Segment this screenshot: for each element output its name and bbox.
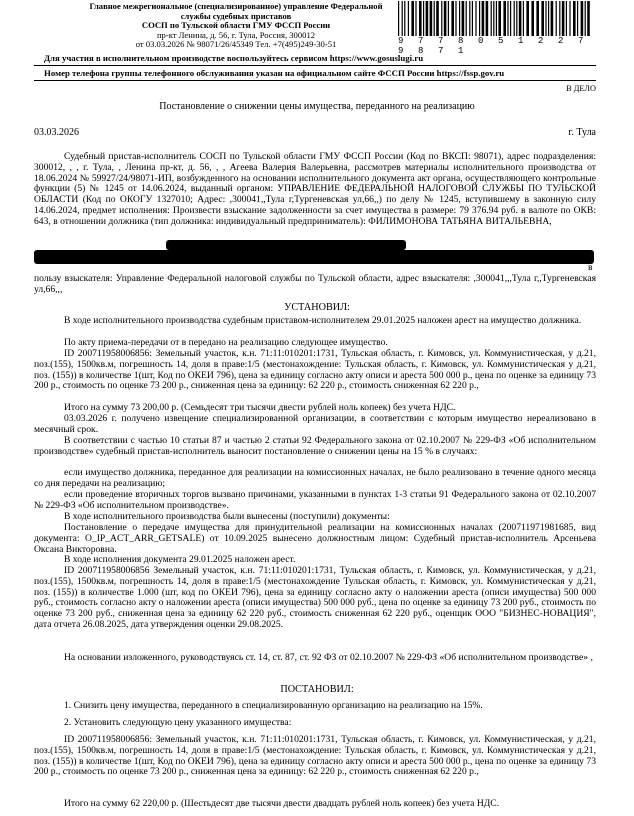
barcode-number: 9 7 7 8 0 5 1 2 2 7 9 8 7 1 xyxy=(398,36,594,56)
barcode-bar xyxy=(545,1,546,39)
barcode-bar xyxy=(581,1,584,39)
barcode-bar xyxy=(541,1,544,39)
barcode-bar xyxy=(404,1,405,39)
findings-paragraph: 03.03.2026 г. получено извещение специализированной организации, в соответствии с которым имущество нереализовано в месячный срок. xyxy=(34,413,596,435)
barcode-bar xyxy=(559,1,560,39)
department-name: СОСП по Тульской области ГМУ ФССП России xyxy=(141,20,331,31)
decision-item: 1. Снизить цену имущества, переданного в специализированную организацию на реализацию на 15%. xyxy=(64,700,483,711)
barcode-bar xyxy=(419,1,422,39)
divider xyxy=(34,80,596,81)
postanovil-heading: ПОСТАНОВИЛ: xyxy=(280,684,354,695)
barcode-bar xyxy=(475,1,476,39)
barcode-bar xyxy=(585,1,586,39)
document-date: 03.03.2026 xyxy=(34,127,79,138)
barcode-bar xyxy=(514,1,515,39)
barcode-bar xyxy=(441,1,442,39)
barcode-bar xyxy=(562,1,565,39)
findings-paragraph: В соответствии с частью 10 статьи 87 и частью 2 статьи 92 Федерального закона от 02.10.2007 № 229-ФЗ «Об исполнительном производстве» судебный пристав-исполнитель выносит постановление о снижении цены на 15 % в случаях: xyxy=(34,435,596,457)
barcode-bar xyxy=(479,1,480,39)
document-city: г. Тула xyxy=(568,127,596,138)
findings-paragraph: В ходе исполнительного производства были вынесены (поступили) документы: xyxy=(64,511,390,522)
legal-basis: На основании изложенного, руководствуясь ст. 14, ст. 87, ст. 92 ФЗ от 02.10.2007 № 229-ФЗ «Об исполнительном производстве» , xyxy=(64,652,593,663)
total-sum: Итого на сумму 62 220,00 р. (Шестьдесят две тысячи двести двадцать рублей ноль копеек) без учета НДС. xyxy=(64,798,500,809)
ustanovil-heading: УСТАНОВИЛ: xyxy=(284,302,350,313)
barcode-bar xyxy=(472,1,473,39)
barcode-bar xyxy=(430,1,433,39)
barcode-bar xyxy=(398,1,399,39)
gosuslugi-notice: Для участия в исполнительном производстве воспользуйтесь сервисом https://www.gosuslugi.ru xyxy=(44,53,424,63)
property-item: ID 200711958006856 Земельный участок, к.н. 71:11:010201:1731, Тульская область, г. Кимовск, ул. Коммунистическая, у д.21, поз.(155), 1500кв.м, погрешность 14, доля в праве:1/5 (местонахождение Тульская область, г. Кимовск, ул. Коммунистическая у д.21, поз. (155)) в количестве 1.000 (шт, код по ОКЕИ 796), цена за единицу согласно акту о наложении ареста (описи имущества) 500 000 руб., стоимость согласно акту о наложении ареста (описи имущества) 500 000 руб., цена по оценке за единицу 73 200 руб., стоимость по оценке 73 200 руб., сниженная цена за единицу 62 220 руб., стоимость сниженная 62 220 руб., оценщик ООО "БИЗНЕС-НОВАЦИЯ", дата отчета 26.08.2025, дата утверждения оценки 29.08.2025. xyxy=(34,565,596,630)
barcode-bar xyxy=(531,1,534,39)
v-delo-mark: В ДЕЛО xyxy=(566,84,596,93)
barcode-bar xyxy=(402,1,403,39)
barcode-bar xyxy=(466,1,467,39)
barcode-bar xyxy=(573,1,576,39)
intro-paragraph: Судебный пристав-исполнитель СОСП по Тульской области ГМУ ФССП России (Код по ВКСП: 98071), адрес подразделения: 300012, , , г. Тула, , Ленина пр-кт, д. 56, , , Агеева Валерия Валерьевна, рассмотрев материалы исполнительного производства от 18.06.2024 № 59927/24/98071-ИП, возбужденного на основании исполнительного документа акт органа, осуществляющего контрольные функции (5) № 1245 от 14.06.2024, выданный органом: УПРАВЛЕНИЕ ФЕДЕРАЛЬНОЙ НАЛОГОВОЙ СЛУЖБЫ ПО ТУЛЬСКОЙ ОБЛАСТИ (Код по ОКОГУ 1327010; Адрес: ,300041,,Тула г,Тургеневская ул,66,,) по делу № 1245, вступившему в законную силу 14.06.2024, предмет исполнения: Произвести взыскание задолженности за счет имущества в размере: 79 376.94 руб. в валюте по ОКВ: 643, в отношении должника (тип должника: индивидуальный предприниматель): ФИЛИМОНОВА ТАТЬЯНА ВИТАЛЬЕВНА, xyxy=(34,151,596,227)
barcode-bar xyxy=(491,1,492,39)
barcode-bar xyxy=(408,1,409,39)
barcode-bar xyxy=(455,1,456,39)
findings-paragraph: Постановление о передаче имущества для принудительной реализации на комиссионных началах (200711971981685, вид документа: O_IP_ACT_ARR_GETSALE) от 10.09.2025 вынесено должностным лицом: Судебный пристав-исполнитель Арсеньева Оксана Викторовна. xyxy=(34,522,596,555)
barcode-bar xyxy=(448,1,449,39)
barcode-bar xyxy=(426,1,429,39)
barcode-bar xyxy=(523,1,524,39)
barcode-bar xyxy=(444,1,447,39)
barcode-bar xyxy=(577,1,578,39)
document-registration: от 03.03.2026 № 98071/26/45349 Тел. +7(495)249-30-51 xyxy=(135,39,337,50)
divider xyxy=(34,65,596,66)
barcode-bar xyxy=(536,1,539,39)
property-item: ID 200711958006856: Земельный участок, к.н. 71:11:010201:1731, Тульская область, г. Кимовск, ул. Коммунистическая, у д.21, поз.(155), 1500кв.м, погрешность 14, доля в праве:1/5 (местонахождение: Тульская область, г. Кимовск, ул. Коммунистическая у д.21, поз. (155)) в количестве 1(шт, Код по ОКЕИ 796), цена за единицу согласно акту описи и ареста 500 000 р., цена по оценке за единицу 73 200 р., стоимость по оценке 73 200 р., сниженная цена за единицу: 62 220 р., стоимость сниженная 62 220 р., xyxy=(34,734,596,778)
barcode-bar xyxy=(451,1,454,39)
barcode-bar xyxy=(498,1,501,39)
barcode-bar xyxy=(423,1,424,39)
barcode-bar xyxy=(587,1,590,39)
redaction-bar xyxy=(166,240,406,250)
phone-notice: Номер телефона группы телефонного обслуживания указан на официальном сайте ФССП России https://fssp.gov.ru xyxy=(44,68,505,78)
barcode-bar xyxy=(415,1,416,39)
findings-paragraph: По акту приема-передачи от в передано на реализацию следующее имущество. xyxy=(64,337,388,348)
barcode-bar xyxy=(510,1,511,39)
barcode-bar xyxy=(526,1,529,39)
findings-paragraph: если проведение вторичных торгов вызвано причинами, указанными в пунктах 1-3 статьи 91 Федерального закона от 02.10.2007 № 229-ФЗ «Об исполнительном производстве». xyxy=(34,489,596,511)
barcode-bar xyxy=(566,1,567,39)
barcode-bar xyxy=(462,1,465,39)
org-name-line-1: Главное межрегиональное (специализированное) управление Федеральной xyxy=(89,1,383,11)
findings-paragraph: если имущество должника, переданное для реализации на комиссионных началах, не было реализовано в течение одного месяца со дня передачи на реализацию; xyxy=(34,467,596,489)
barcode-bar xyxy=(434,1,435,39)
barcode-bar xyxy=(482,1,485,39)
findings-paragraph: В ходе исполнения документа 29.01.2025 наложен арест. xyxy=(64,554,296,565)
barcode-bar xyxy=(516,1,517,39)
barcode-bar xyxy=(436,1,439,39)
intro-tail: в xyxy=(588,262,593,273)
barcode-bar xyxy=(551,1,554,39)
barcode-bar xyxy=(556,1,557,39)
barcode-bar xyxy=(496,1,497,39)
org-name-line-2: службы судебных приставов xyxy=(180,10,292,21)
department-address: пр-кт Ленина, д. 56, г. Тула, Россия, 300012 xyxy=(156,29,316,40)
barcode-bar xyxy=(503,1,506,39)
barcode-bar xyxy=(493,1,494,39)
barcode-bar xyxy=(459,1,460,39)
barcode-bar xyxy=(411,1,414,39)
barcode-bar xyxy=(507,1,508,39)
findings-paragraph: В ходе исполнительного производства судебным приставом-исполнителем 29.01.2025 наложен арест на имущество должника. xyxy=(64,315,582,326)
property-item: ID 200711958006856: Земельный участок, к.н. 71:11:010201:1731, Тульская область, г. Кимовск, ул. Коммунистическая, у д.21, поз.(155), 1500кв.м, погрешность 14, доля в праве:1/5 (местонахождение: Тульская область, г. Кимовск, ул. Коммунистическая у д.21, поз. (155)) в количестве 1(шт, Код по ОКЕИ 796), цена за единицу согласно акту описи и ареста 500 000 р., цена по оценке за единицу 73 200 р., стоимость по оценке 73 200 р., сниженная цена за единицу: 62 220 р., стоимость сниженная 62 220 р., xyxy=(34,348,596,392)
barcode-bar xyxy=(486,1,489,39)
redaction-bar xyxy=(34,250,594,264)
decision-item: 2. Установить следующую цену указанного имущества: xyxy=(64,717,292,728)
barcode-bar xyxy=(469,1,470,39)
barcode-bar xyxy=(569,1,570,39)
document-title: Постановление о снижении цены имущества, переданного на реализацию xyxy=(159,101,475,112)
total-sum: Итого на сумму 73 200,00 р. (Семьдесят три тысячи двести рублей ноль копеек) без учета НДС. xyxy=(64,402,456,413)
barcode-bar xyxy=(548,1,549,39)
barcode-bar xyxy=(519,1,522,39)
intro-claimant: пользу взыскателя: Управление Федеральной налоговой службы по Тульской области, адрес взыскателя: ,300041,,,Тула г,,Тургеневская ул,66,,, xyxy=(34,273,596,295)
issuer-header xyxy=(86,2,386,50)
